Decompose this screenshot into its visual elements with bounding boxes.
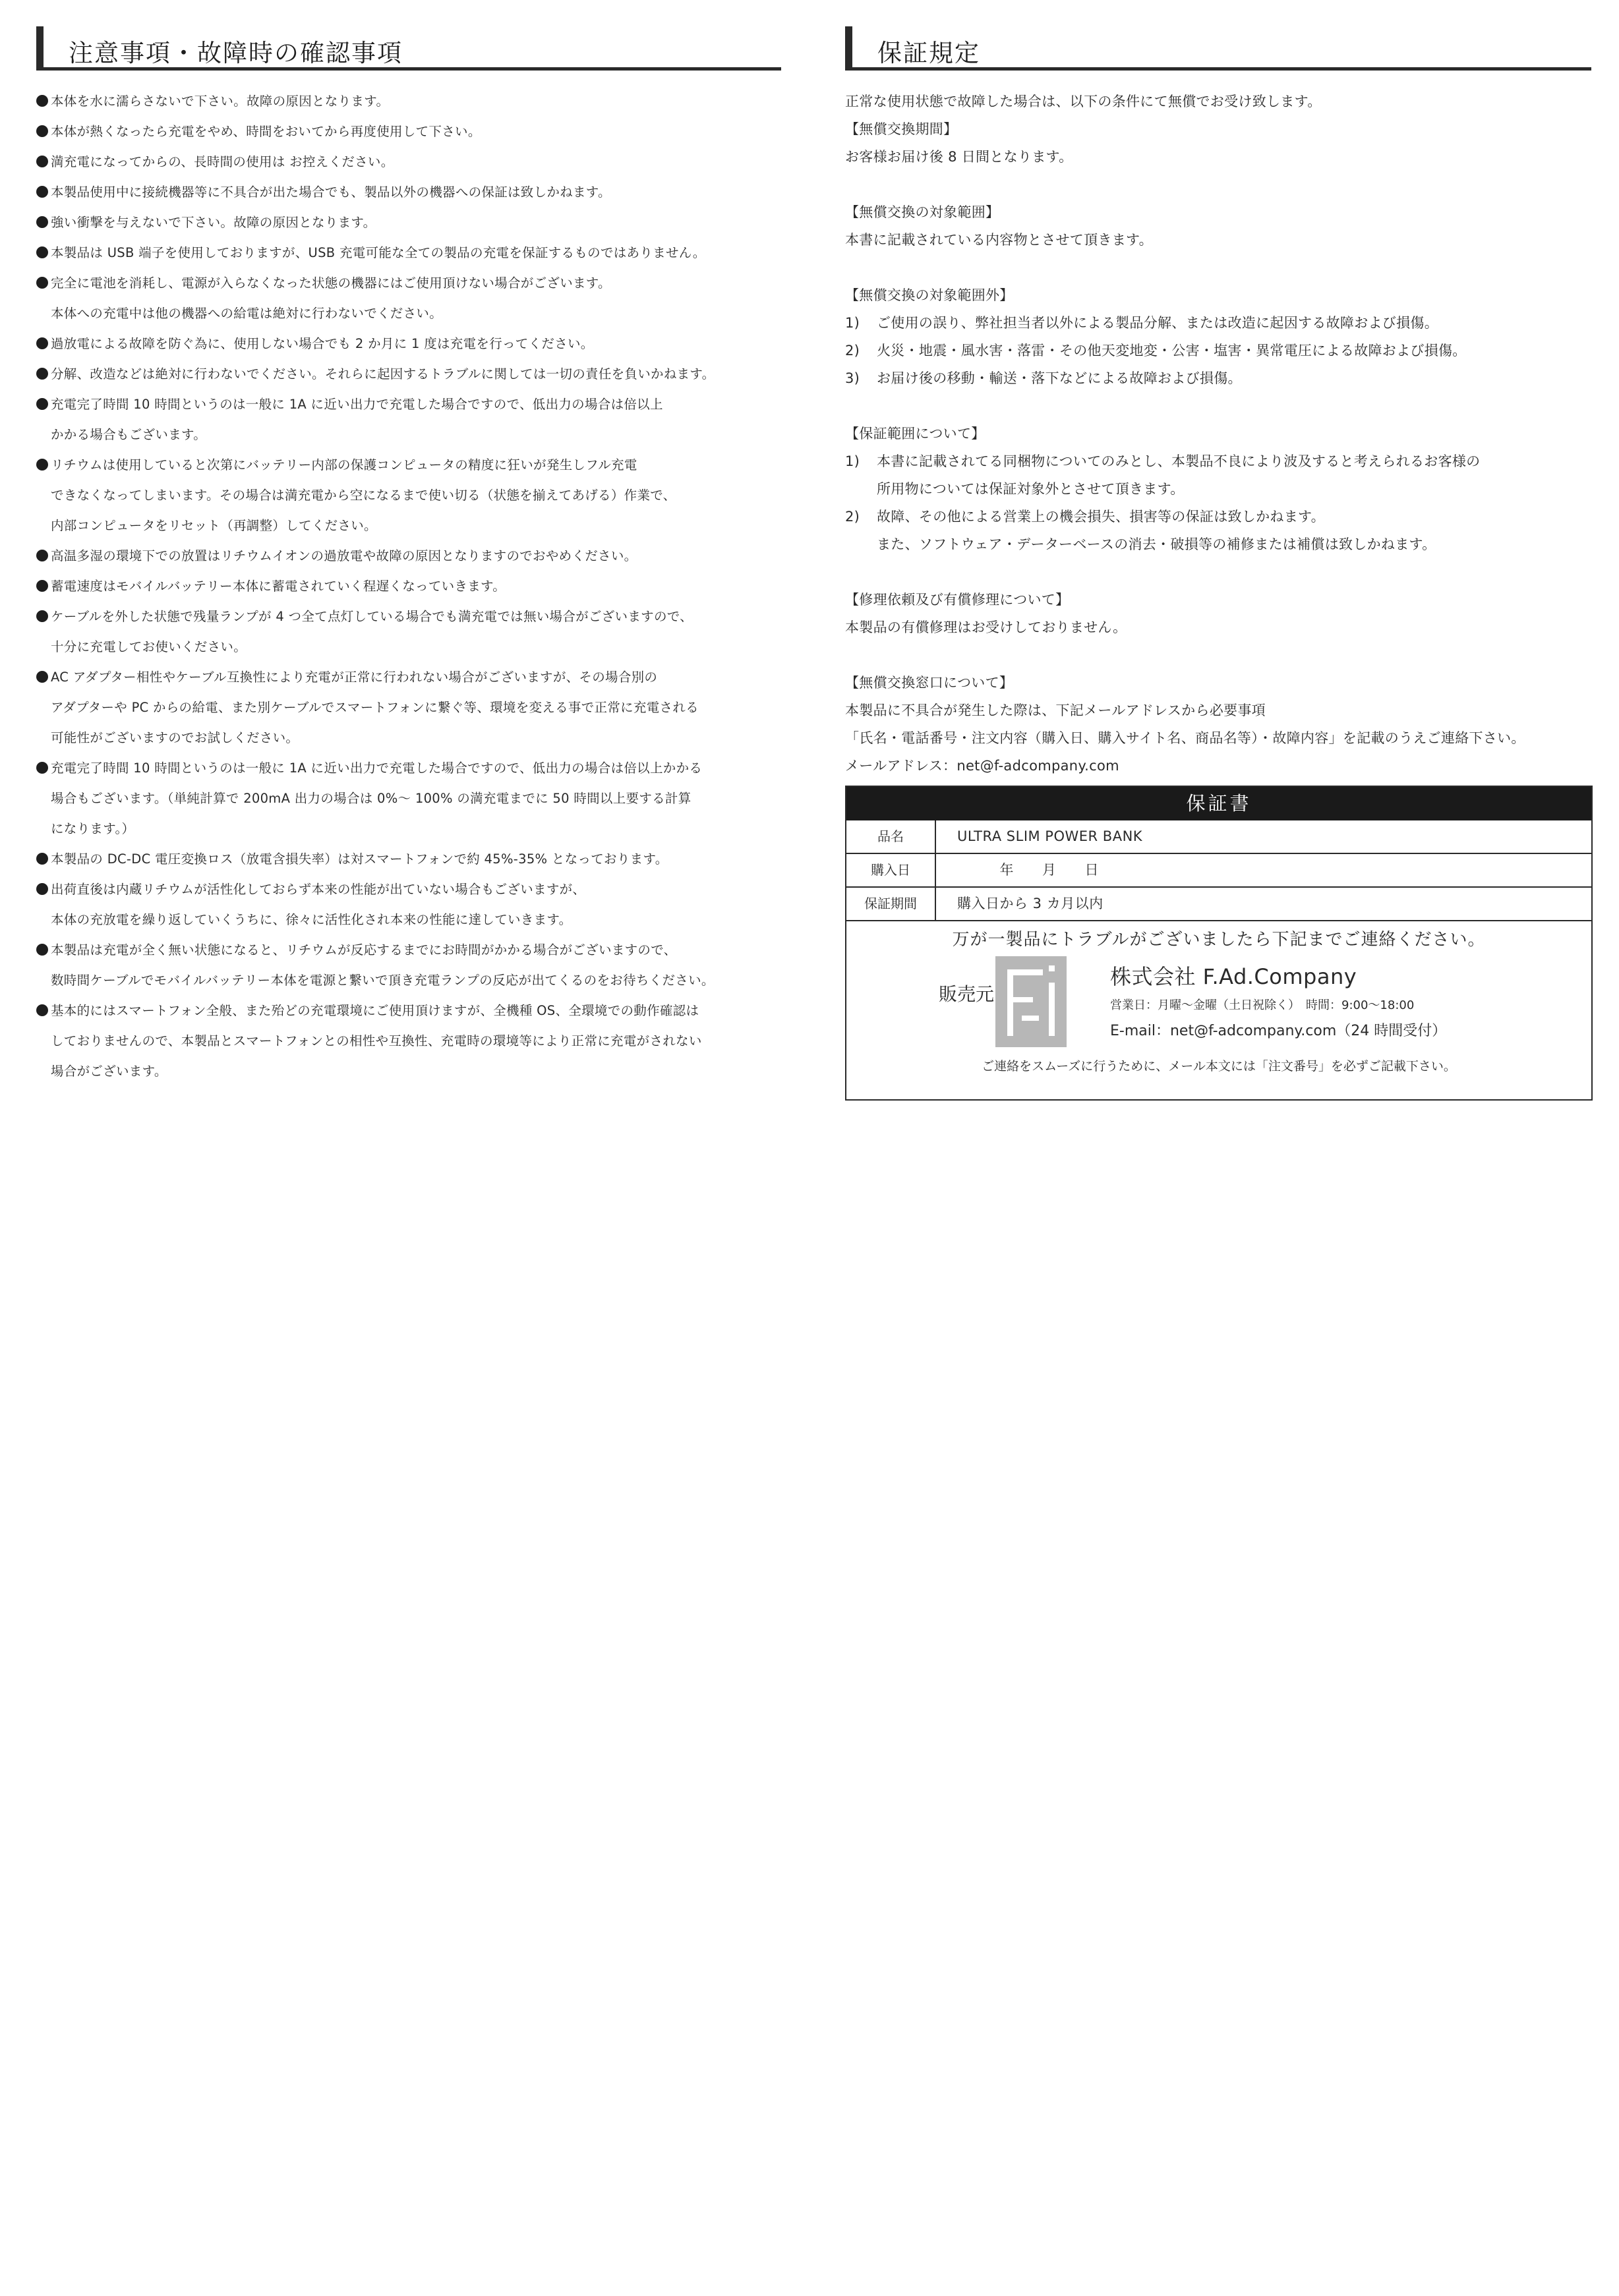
notice-text: 本製品は USB 端子を使用しておりますが、USB 充電可能な全ての製品の充電を保証するものではありません。 bbox=[51, 245, 706, 260]
bullet-icon bbox=[36, 246, 48, 258]
notice-line bbox=[36, 693, 781, 723]
notice-text: になります。） bbox=[51, 821, 135, 836]
certificate-label: 購入日 bbox=[846, 854, 936, 886]
notice-line bbox=[36, 632, 781, 662]
warranty-line bbox=[845, 724, 1591, 752]
notice-line bbox=[36, 1026, 781, 1056]
item-number: 1) bbox=[845, 453, 860, 469]
bullet-icon bbox=[36, 398, 48, 410]
warranty-text: 「氏名・電話番号・注文内容（購入日、購入サイト名、商品名等）・故障内容」を記載のうえご連絡下さい。 bbox=[845, 730, 1525, 746]
bullet-icon bbox=[36, 459, 48, 471]
certificate-label: 品名 bbox=[846, 820, 936, 853]
warranty-line bbox=[845, 309, 1591, 337]
warranty-line bbox=[845, 752, 1591, 780]
notice-line bbox=[36, 268, 781, 299]
bullet-icon bbox=[36, 853, 48, 865]
bullet-icon bbox=[36, 610, 48, 622]
notice-text: アダプターや PC からの給電、また別ケーブルでスマートフォンに繋ぐ等、環境を変える事で正常に充電される bbox=[51, 700, 699, 715]
notice-text: できなくなってしまいます。その場合は満充電から空になるまで使い切る（状態を揃えてあげる）作業で、 bbox=[51, 488, 676, 503]
notice-line bbox=[36, 420, 781, 450]
notice-text: 基本的にはスマートフォン全般、また殆どの充電環境にご使用頂けますが、全機種 OS、全環境での動作確認は bbox=[51, 1003, 699, 1018]
certificate-title: 保証書 bbox=[846, 787, 1591, 820]
warranty-line bbox=[845, 697, 1591, 724]
notice-line bbox=[36, 662, 781, 693]
notice-text: しておりませんので、本製品とスマートフォンとの相性や互換性、充電時の環境等により正常に充電がされない bbox=[51, 1033, 702, 1048]
contact-note: ご連絡をスムーズに行うために、メール本文には「注文番号」を必ずご記載下さい。 bbox=[982, 1059, 1456, 1074]
bullet-icon bbox=[36, 944, 48, 956]
spacer bbox=[845, 558, 1591, 586]
notice-text: 数時間ケーブルでモバイルバッテリー本体を電源と繋いで頂き充電ランプの反応が出てくるのをお待ちください。 bbox=[51, 973, 715, 988]
spacer bbox=[845, 392, 1591, 420]
spacer bbox=[845, 641, 1591, 669]
notice-line bbox=[36, 389, 781, 420]
warranty-line bbox=[845, 447, 1591, 475]
bullet-icon bbox=[36, 277, 48, 289]
warranty-line bbox=[845, 420, 1591, 447]
company-name: 株式会社 F.Ad.Company bbox=[1110, 964, 1357, 989]
notice-text: 本製品使用中に接続機器等に不具合が出た場合でも、製品以外の機器への保証は致しかねます。 bbox=[51, 185, 611, 200]
notice-text: 高温多湿の環境下での放置はリチウムイオンの過放電や故障の原因となりますのでおやめください。 bbox=[51, 548, 637, 563]
notice-line bbox=[36, 480, 781, 511]
notice-line bbox=[36, 965, 781, 996]
warranty-line bbox=[845, 531, 1591, 558]
notice-line bbox=[36, 299, 781, 329]
notice-line bbox=[36, 571, 781, 602]
notice-line bbox=[36, 875, 781, 905]
notice-line bbox=[36, 177, 781, 208]
warranty-section bbox=[845, 26, 1591, 780]
notice-line bbox=[36, 359, 781, 389]
notice-text: AC アダプター相性やケーブル互換性により充電が正常に行われない場合がございますが、その場合別の bbox=[51, 670, 658, 685]
warranty-line bbox=[845, 337, 1591, 364]
item-number: 1) bbox=[845, 315, 860, 331]
warranty-line bbox=[845, 669, 1591, 697]
bullet-icon bbox=[36, 550, 48, 561]
notice-line bbox=[36, 541, 781, 571]
notice-text: 本体が熱くなったら充電をやめ、時間をおいてから再度使用して下さい。 bbox=[51, 124, 481, 139]
spacer bbox=[845, 254, 1591, 281]
certificate-row-period bbox=[846, 888, 1591, 921]
notice-text: 出荷直後は内蔵リチウムが活性化しておらず本来の性能が出ていない場合もございますが、 bbox=[51, 882, 586, 897]
certificate-value: ULTRA SLIM POWER BANK bbox=[957, 828, 1143, 844]
warranty-text: 故障、その他による営業上の機会損失、損害等の保証は致しかねます。 bbox=[877, 509, 1325, 525]
notice-line bbox=[36, 147, 781, 177]
notice-text: 本製品は充電が全く無い状態になると、リチウムが反応するまでにお時間がかかる場合がございますので、 bbox=[51, 942, 677, 958]
warranty-text: お届け後の移動・輸送・落下などによる故障および損傷。 bbox=[877, 370, 1242, 386]
bullet-icon bbox=[36, 883, 48, 895]
warranty-line bbox=[845, 281, 1591, 309]
warranty-text: 【修理依頼及び有償修理について】 bbox=[845, 592, 1070, 608]
bullet-icon bbox=[36, 156, 48, 167]
notice-line bbox=[36, 753, 781, 784]
warranty-text: 【無償交換の対象範囲外】 bbox=[845, 287, 1014, 303]
warranty-line bbox=[845, 198, 1591, 226]
contact-heading: 万が一製品にトラブルがございましたら下記までご連絡ください。 bbox=[952, 930, 1486, 950]
notice-text: 十分に充電してお使いください。 bbox=[51, 639, 247, 654]
warranty-text: 本書に記載されてる同梱物についてのみとし、本製品不良により波及すると考えられるお客様の bbox=[877, 453, 1481, 469]
notice-text: 充電完了時間 10 時間というのは一般に 1A に近い出力で充電した場合ですので、低出力の場合は倍以上 bbox=[51, 397, 663, 412]
notice-text: 満充電になってからの、長時間の使用は お控えください。 bbox=[51, 154, 394, 169]
notice-line bbox=[36, 86, 781, 117]
notice-text: 場合がございます。 bbox=[51, 1064, 167, 1079]
item-number: 2) bbox=[845, 509, 860, 525]
fai-logo-icon bbox=[995, 956, 1067, 1047]
bullet-icon bbox=[36, 368, 48, 380]
notice-line bbox=[36, 996, 781, 1026]
notice-line bbox=[36, 905, 781, 935]
warranty-text: お客様お届け後 8 日間となります。 bbox=[845, 149, 1073, 165]
header-accent-bar bbox=[36, 26, 44, 71]
warranty-text: また、ソフトウェア・データーベースの消去・破損等の補修または補償は致しかねます。 bbox=[877, 536, 1436, 552]
warranty-line bbox=[845, 364, 1591, 392]
notice-text: 本体の充放電を繰り返していくうちに、徐々に活性化され本来の性能に達していきます。 bbox=[51, 912, 572, 927]
warranty-text: ご使用の誤り、弊社担当者以外による製品分解、または改造に起因する故障および損傷。 bbox=[877, 315, 1438, 331]
spacer bbox=[845, 171, 1591, 198]
bullet-icon bbox=[36, 337, 48, 349]
warranty-line bbox=[845, 586, 1591, 614]
notice-line bbox=[36, 329, 781, 359]
notice-text: 蓄電速度はモバイルバッテリー本体に蓄電されていく程遅くなっていきます。 bbox=[51, 579, 506, 594]
notices-header bbox=[36, 26, 781, 71]
notice-line bbox=[36, 208, 781, 238]
certificate-value: 購入日から 3 カ月以内 bbox=[957, 896, 1104, 911]
warranty-header bbox=[845, 26, 1591, 71]
warranty-certificate bbox=[845, 786, 1593, 1101]
warranty-text: メールアドレス：net@f-adcompany.com bbox=[845, 758, 1119, 774]
certificate-label: 保証期間 bbox=[846, 888, 936, 920]
notices-list bbox=[36, 86, 781, 1087]
notice-line bbox=[36, 935, 781, 965]
notice-line bbox=[36, 511, 781, 541]
notice-text: 完全に電池を消耗し、電源が入らなくなった状態の機器にはご使用頂けない場合がございます。 bbox=[51, 275, 611, 291]
notice-text: ケーブルを外した状態で残量ランプが 4 つ全て点灯している場合でも満充電では無い場合がございますので、 bbox=[51, 609, 693, 624]
seller-block bbox=[846, 951, 1591, 1048]
notice-text: 過放電による故障を防ぐ為に、使用しない場合でも 2 か月に 1 度は充電を行ってください。 bbox=[51, 336, 594, 351]
warranty-line bbox=[845, 115, 1591, 143]
notice-line bbox=[36, 238, 781, 268]
warranty-text: 【無償交換期間】 bbox=[845, 121, 958, 137]
bullet-icon bbox=[36, 580, 48, 592]
contact-email: E-mail：net@f-adcompany.com（24 時間受付） bbox=[1110, 1023, 1447, 1039]
notice-text: 本製品の DC-DC 電圧変換ロス（放電含損失率）は対スマートフォンで約 45%-35% となっております。 bbox=[51, 851, 668, 867]
notice-line bbox=[36, 814, 781, 844]
warranty-line bbox=[845, 475, 1591, 503]
notice-text: 充電完了時間 10 時間というのは一般に 1A に近い出力で充電した場合ですので、低出力の場合は倍以上かかる bbox=[51, 761, 703, 776]
notice-line bbox=[36, 723, 781, 753]
bullet-icon bbox=[36, 125, 48, 137]
notice-line bbox=[36, 602, 781, 632]
notice-line bbox=[36, 117, 781, 147]
business-hours: 営業日：月曜～金曜（土日祝除く） 時間：9:00～18:00 bbox=[1110, 998, 1415, 1012]
bullet-icon bbox=[36, 1004, 48, 1016]
bullet-icon bbox=[36, 186, 48, 198]
header-accent-bar bbox=[845, 26, 852, 71]
notices-title: 注意事項・故障時の確認事項 bbox=[69, 39, 403, 67]
warranty-terms bbox=[845, 88, 1591, 780]
warranty-text: 火災・地震・風水害・落雷・その他天変地変・公害・塩害・異常電圧による故障および損傷。 bbox=[877, 343, 1467, 359]
notice-text: 分解、改造などは絶対に行わないでください。それらに起因するトラブルに関しては一切の責任を負いかねます。 bbox=[51, 366, 715, 382]
notice-text: 場合もございます。（単純計算で 200mA 出力の場合は 0%～ 100% の満充電までに 50 時間以上要する計算 bbox=[51, 791, 692, 806]
notice-text: リチウムは使用していると次第にバッテリー内部の保護コンピュータの精度に狂いが発生しフル充電 bbox=[51, 457, 637, 473]
warranty-line bbox=[845, 614, 1591, 641]
bullet-icon bbox=[36, 762, 48, 774]
warranty-text: 本製品の有償修理はお受けしておりません。 bbox=[845, 619, 1127, 635]
bullet-icon bbox=[36, 671, 48, 683]
warranty-text: 【保証範囲について】 bbox=[845, 426, 986, 442]
item-number: 3) bbox=[845, 370, 860, 386]
seller-label: 販売元 bbox=[939, 983, 995, 1005]
warranty-line bbox=[845, 226, 1591, 254]
notices-section bbox=[36, 26, 781, 1087]
warranty-line bbox=[845, 143, 1591, 171]
notice-line bbox=[36, 784, 781, 814]
notice-text: 可能性がございますのでお試しください。 bbox=[51, 730, 299, 745]
bullet-icon bbox=[36, 95, 48, 107]
notice-line bbox=[36, 1056, 781, 1087]
notice-text: 本体を水に濡らさないで下さい。故障の原因となります。 bbox=[51, 94, 390, 109]
warranty-text: 本製品に不具合が発生した際は、下記メールアドレスから必要事項 bbox=[845, 703, 1266, 718]
bullet-icon bbox=[36, 216, 48, 228]
notice-text: 強い衝撃を与えないで下さい。故障の原因となります。 bbox=[51, 215, 376, 230]
warranty-text: 本書に記載されている内容物とさせて頂きます。 bbox=[845, 232, 1153, 248]
warranty-text: 所用物については保証対象外とさせて頂きます。 bbox=[877, 481, 1185, 497]
warranty-text: 【無償交換窓口について】 bbox=[845, 675, 1014, 691]
certificate-row-purchase-date bbox=[846, 854, 1591, 888]
certificate-row-product bbox=[846, 820, 1591, 854]
certificate-value: 年 月 日 bbox=[957, 862, 1099, 878]
warranty-line bbox=[845, 503, 1591, 531]
notice-line bbox=[36, 450, 781, 480]
warranty-text: 正常な使用状態で故障した場合は、以下の条件にて無償でお受け致します。 bbox=[845, 94, 1322, 109]
warranty-title: 保証規定 bbox=[877, 39, 980, 67]
notice-text: 本体への充電中は他の機器への給電は絶対に行わないでください。 bbox=[51, 306, 443, 321]
notice-line bbox=[36, 844, 781, 875]
notice-text: 内部コンピュータをリセット（再調整）してください。 bbox=[51, 518, 377, 533]
notice-text: かかる場合もございます。 bbox=[51, 427, 207, 442]
warranty-text: 【無償交換の対象範囲】 bbox=[845, 204, 1000, 220]
item-number: 2) bbox=[845, 343, 860, 359]
warranty-line bbox=[845, 88, 1591, 115]
